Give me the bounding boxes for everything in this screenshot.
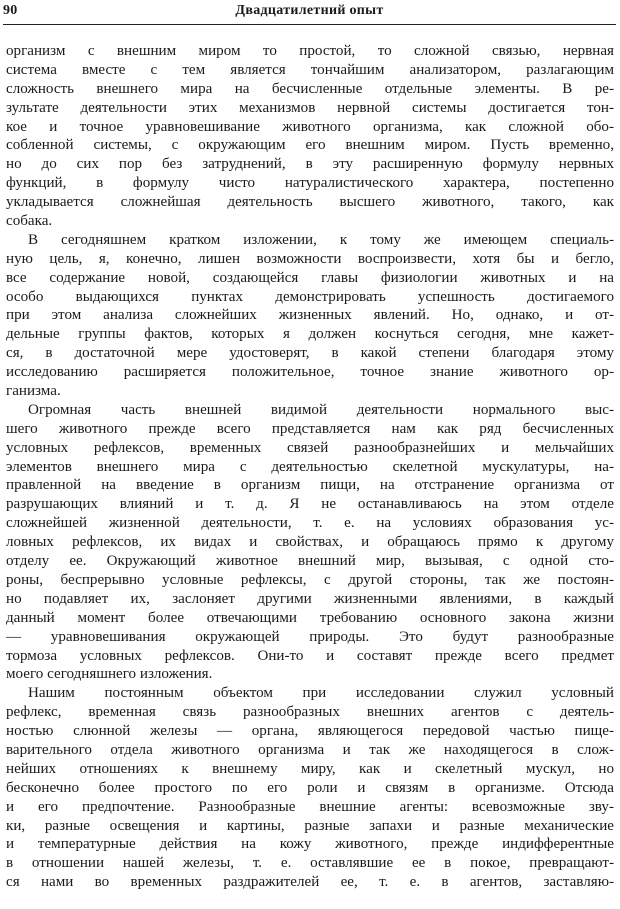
text-line: Нашим постоянным объектом при исследовании служил условный — [28, 685, 614, 702]
text-line: тормоза условных рефлексов. Они-то и составят прежде всего предмет — [6, 647, 614, 664]
text-line: и температурные действия на кожу животного, прежде индифферентные — [6, 836, 614, 853]
text-line: все содержание новой, создающейся главы физиологии животных и на — [6, 269, 614, 286]
text-line: зультате деятельности этих механизмов нервной системы достигается тон- — [6, 99, 614, 116]
text-line: собака. — [6, 213, 53, 230]
text-line: организм с внешним миром то простой, то сложной связью, нервная — [6, 43, 614, 59]
text-line: рефлекс, временная связь разнообразных внешних агентов с деятель- — [6, 704, 614, 721]
text-line: В сегодняшнем кратком изложении, к тому же имеющем специаль- — [28, 231, 614, 248]
text-line: при этом анализа сложнейших жизненных явлений. Но, однако, и от- — [6, 307, 614, 324]
text-line: отделу ее. Окружающий животное внешний мир, вызывая, с одной сто- — [6, 553, 614, 570]
paragraph — [6, 401, 614, 684]
text-line: моего сегодняшнего изложения. — [6, 666, 213, 683]
text-line: варительного отдела животного организма и так же находящегося в слож- — [6, 741, 614, 758]
text-line: собленной системы, с окружающим его внешним миром. Пусть временно, — [6, 137, 614, 154]
text-line: укладывается сложнейшая деятельность высшего животного, такого, как — [6, 194, 614, 211]
text-line: система вместе с тем является тончайшим анализатором, разлагающим — [6, 61, 614, 78]
text-line: — уравновешивания окружающей природы. Это будут разнообразные — [6, 628, 614, 645]
text-line: в отношении нашей железы, т. е. оставлявшие ее в покое, превращают- — [6, 855, 614, 872]
page-number: 90 — [3, 3, 18, 18]
text-line: сложнейшей жизненной деятельности, т. е. на условиях образования ус- — [6, 515, 614, 532]
text-line: но до сих пор без затруднений, в эту расширенную формулу нервных — [6, 156, 614, 173]
text-line: и его предпочтение. Разнообразные внешние агенты: всевозможные зву- — [6, 798, 614, 815]
paragraph — [6, 231, 614, 401]
running-title: Двадцатилетний опыт — [235, 3, 384, 18]
text-line: разрушающих влияний и т. д. Я не останавливаюсь на этом отделе — [6, 496, 614, 513]
text-line: но подавляет их, заслоняет другими жизненными явлениями, в каждый — [6, 590, 614, 607]
paragraph — [6, 42, 614, 231]
text-line: ся, в достаточной мере удостоверят, в какой степени благодаря этому — [6, 345, 614, 362]
paragraph — [6, 684, 614, 892]
text-line: ся нами во временных раздражителей ее, т. е. в агентов, заставляю- — [6, 874, 614, 891]
text-line: ностью слюнной железы — органа, являющегося передовой частью пище- — [6, 723, 614, 740]
text-line: сложность внешнего мира на бесчисленные отдельные элементы. В ре- — [6, 80, 614, 97]
page-header — [3, 2, 616, 25]
text-line: ганизма. — [6, 383, 61, 400]
text-line: данный момент более отвечающими требованию основного закона жизни — [6, 609, 614, 626]
text-line: Огромная часть внешней видимой деятельности нормального выс- — [28, 401, 614, 418]
text-line: ловных рефлексов, их видах и свойствах, и обращаюсь прямо к другому — [6, 534, 614, 551]
text-line: ную цель, я, конечно, лишен возможности воспроизвести, хотя бы и бегло, — [6, 250, 614, 267]
text-line: дельные группы фактов, которых я должен коснуться сегодня, мне кажет- — [6, 326, 614, 343]
text-line: особо выдающихся пунктах демонстрировать успешность достигаемого — [6, 288, 614, 305]
text-line: ки, разные освещения и картины, разные запахи и разные механические — [6, 817, 614, 834]
text-line: правленной на введение в организм пищи, на отстранение организма от — [6, 477, 614, 494]
text-line: нейших отношениях к внешнему миру, как и скелетный мускул, но — [6, 760, 614, 777]
text-line: кое и точное уравновешивание животного организма, как сложной обо- — [6, 118, 614, 135]
text-line: шего животного прежде всего представляется нам как ряд бесчисленных — [6, 420, 614, 437]
text-line: роны, беспрерывно условные рефлексы, с другой стороны, так же постоян- — [6, 571, 614, 588]
text-line: функций, в формулу чисто натуралистического характера, постепенно — [6, 175, 614, 192]
text-line: элементов внешнего мира с деятельностью скелетной мускулатуры, на- — [6, 458, 614, 475]
text-line: исследованию расширяется положительное, точное знание животного ор- — [6, 364, 614, 381]
text-line: условных рефлексов, временных связей разнообразнейших и мельчайших — [6, 439, 614, 456]
text-line: бесконечно более простого по его роли и связям в организме. Отсюда — [6, 779, 614, 796]
body-text — [6, 42, 614, 892]
